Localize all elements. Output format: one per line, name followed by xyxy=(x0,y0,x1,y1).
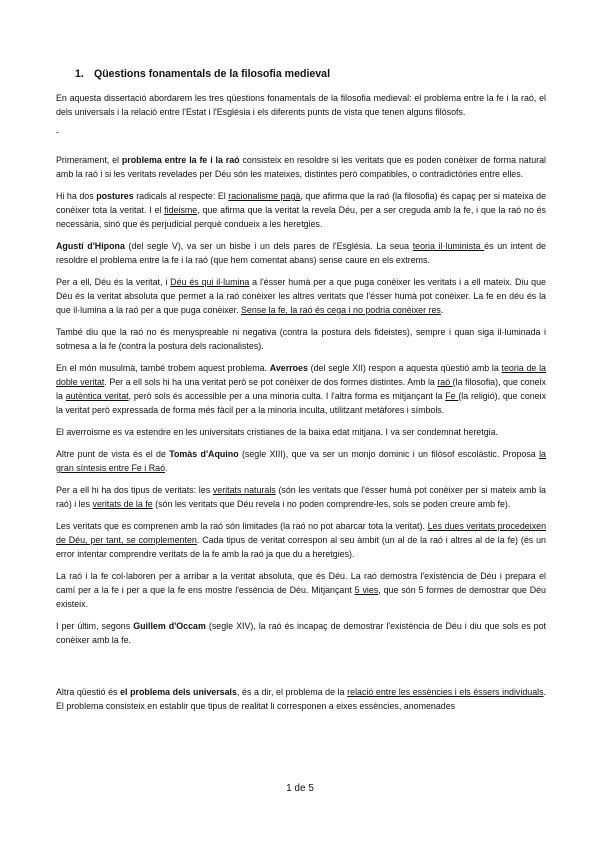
paragraph-limited-truths: Les veritats que es comprenen amb la raó són limitades (la raó no pot abarcar tota la veritat). Les dues veritats procedeixen de Déu, per tant, se complementen. Cada tipus de veritat correspon al seu àmbit (un al de la raó i altres al de la fe) (és un error intentar comprendre veritats de la fe amb la raó ja que du a heretgies). xyxy=(56,521,546,559)
paragraph-aquino: Altre punt de vista és el de Tomàs d'Aquino (segle XIII), que va ser un monjo dominic i un filòsof escolàstic. Proposa la gran síntesis entre Fe i Raó. xyxy=(56,449,546,473)
paragraph-reason-not-negative: També diu que la raó no és menyspreable ni negativa (contra la postura dels fideistes), sempre i quan siga il·luminada i sotmesa a la fe (contra la postura dels racionalistes). xyxy=(56,327,546,351)
underlined-term: Déu és qui il·lumina xyxy=(170,277,250,287)
section-heading xyxy=(75,68,546,80)
paragraph-agusti: Agustí d'Hipona (del segle V), va ser un bisbe i un dels pares de l'Església. La seua teoria il·luminista és un intent de resoldre el problema entre la fe i la raó (que hem comentat abans) sense caure en els extrems. xyxy=(56,241,546,265)
bold-term: Tomàs d'Aquino xyxy=(169,449,239,459)
underlined-term: Les dues veritats procedeixen de Déu, per tant, se complementen xyxy=(56,521,546,545)
bold-term: Guillem d'Occam xyxy=(133,621,206,631)
document-body xyxy=(56,68,546,721)
underlined-term: teoria il·luminista xyxy=(412,241,485,251)
paragraph-faith-reason-problem: Primerament, el problema entre la fe i la raó consisteix en resoldre si les veritats que es poden conèixer de forma natural amb la raó i si les veritats revelades per Déu són les mateixes, distintes però compatibles, o contradictòries entre elles. xyxy=(56,155,546,179)
underlined-term: Fe xyxy=(445,391,459,401)
paragraph-five-ways: La raó i la fe col·laboren per a arribar a la veritat absoluta, que és Déu. La raó demostra l'existència de Déu i prepara el camí per a la fe i per a que la fe ens mostre l'essència de Déu. Mitjançant 5 vies, que són 5 formes de demostrar que Déu existeix. xyxy=(56,571,546,609)
underlined-term: la gran síntesis entre Fe i Raó xyxy=(56,449,546,473)
underlined-term: 5 vies xyxy=(354,585,379,595)
underlined-term: veritats de la fe xyxy=(92,499,153,509)
paragraph-occam: I per últim, segons Guillem d'Occam (segle XIV), la raó és incapaç de demostrar l'existència de Déu i diu que sols es pot conèixer amb la fe. xyxy=(56,621,546,645)
underlined-term: fideisme xyxy=(164,205,198,215)
paragraph-averroes: En el món musulmà, també trobem aquest problema. Averroes (del segle XII) respon a aquesta qüestió amb la teoria de la doble veritat. Per a ell sols hi ha una veritat però se pot conèixer de dos formes distintes. Amb la raó (la filosofia), que coneix la autèntica veritat, però sols és accessible per a una minoria culta. I l'altra forma es mitjançant la Fe (la religió), que coneix la veritat però expressada de forma més fàcil per a la minoria inculta, utilitzant metàfores i símbols. xyxy=(56,363,547,415)
bold-term: Agustí d'Hipona xyxy=(56,241,125,251)
paragraph-averroism: El averroisme es va estendre en les universitats cristianes de la baixa edat mitjana. I va ser condemnat heretgia. xyxy=(56,427,499,437)
bold-term: problema entre la fe i la raó xyxy=(121,155,240,165)
paragraph-postures: Hi ha dos postures radicals al respecte: El racionalisme pagà, que afirma que la raó (la filosofia) és capaç per si mateixa de conèixer tota la veritat. I el fideisme, que afirma que la veritat la revela Déu, per a ser creguda amb la fe, i que la raó no és necessària, sinó que és perjudicial perquè condueix a les heretgies. xyxy=(56,191,547,229)
page-number: 1 de 5 xyxy=(286,783,314,794)
underlined-term: racionalisme pagà xyxy=(228,191,301,201)
underlined-term: raó xyxy=(437,377,453,387)
underlined-term: autèntica veritat xyxy=(65,391,129,401)
underlined-term: veritats naturals xyxy=(212,485,276,495)
underlined-term: teoria de la doble veritat xyxy=(56,363,546,387)
section-gap xyxy=(56,655,546,685)
paragraph-intro: En aquesta dissertació abordarem les tres qüestions fonamentals de la filosofia medieval: el problema entre la fe i la raó, el dels universals i la relació entre l'Estat i l'Església i els diferents punts de vista que tenen alguns filòsofs. xyxy=(56,93,546,117)
bold-term: postures xyxy=(96,191,134,201)
stray-dash: - xyxy=(56,127,59,137)
bold-term: Averroes xyxy=(269,363,308,373)
bold-term: el problema dels universals xyxy=(120,687,237,697)
underlined-term: relació entre les essències i els éssers individuals xyxy=(347,687,544,697)
heading-number: 1. xyxy=(75,68,84,80)
heading-title: Qüestions fonamentals de la filosofia medieval xyxy=(93,68,331,80)
paragraph-illumination: Per a ell, Déu és la veritat, i Déu és qui il·lumina a l'ésser humà per a que puga conèixer les veritats i a ell mateix. Diu que Déu és la veritat absoluta que permet a la raó conèixer les altres veritats que l'ésser humà pot conèixer. La fe en déu és la que il·lumina a la raó per a que puga conèixer. Sense la fe, la raó és cega i no podria conèixer res. xyxy=(56,277,546,315)
paragraph-universals: Altra qüestió és el problema dels universals, és a dir, el problema de la relació entre les essències i els éssers individuals. El problema consisteix en establir que tipus de realitat li corresponen a eixes essències, anomenades xyxy=(56,687,547,711)
underlined-term: Sense la fe, la raó és cega i no podria conèixer res xyxy=(241,305,441,315)
paragraph-two-truths: Per a ell hi ha dos tipus de veritats: les veritats naturals (són les veritats que l'ésser humà pot conèixer per si mateix amb la raó) i les veritats de la fe (són les veritats que Déu revela i no poden comprendre-les, sols se poden creure amb fe). xyxy=(56,485,546,509)
